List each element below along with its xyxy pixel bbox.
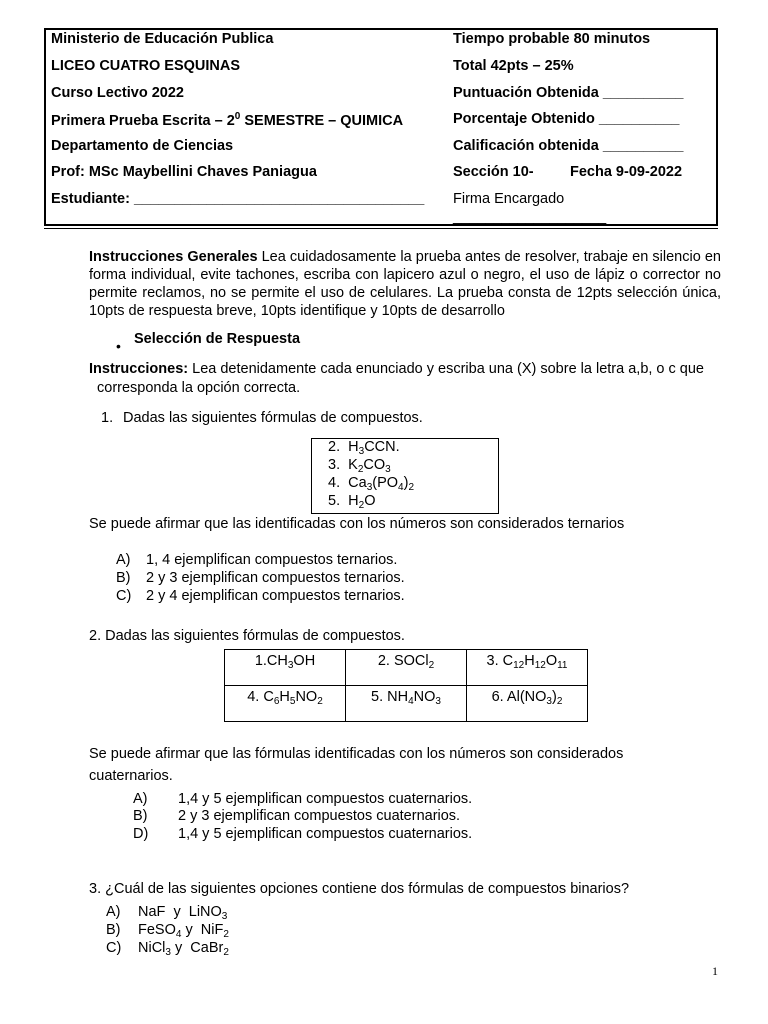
header-seccion: Sección 10- (453, 164, 534, 180)
q1-option-c: 2 y 4 ejemplifican compuestos ternarios. (146, 588, 405, 604)
q2-cell-6: 6. $Al(NO_3)_2$ (467, 686, 588, 722)
q2-cell-4: 4. $C_6H_5NO_2$ (225, 686, 346, 722)
header-prueba: Primera Prueba Escrita – $2^0$ SEMESTRE – QUIMICA (51, 111, 404, 129)
q2-option-a-letter[interactable]: A) (133, 791, 148, 807)
header-rule (44, 228, 718, 229)
q1-item-5: 5. $H_2O$ (328, 493, 376, 511)
q2-cell-5: 5. $NH_4NO_3$ (346, 686, 467, 722)
header-firma: Firma Encargado (453, 191, 565, 207)
q3-option-c-letter[interactable]: C) (106, 940, 122, 956)
section-title: Selección de Respuesta (134, 331, 301, 347)
instructions-line2: corresponda la opción correcta. (97, 380, 301, 396)
header-fecha: Fecha 9-09-2022 (570, 164, 683, 180)
q2-option-d: 1,4 y 5 ejemplifican compuestos cuaternarios. (178, 826, 473, 842)
q1-option-b-letter[interactable]: B) (116, 570, 131, 586)
q1-option-c-letter[interactable]: C) (116, 588, 132, 604)
general-instructions: Instrucciones Generales Lea cuidadosamente la prueba antes de resolver, trabaje en silencio en forma individual, evite tachones, escriba con lapicero azul o negro, el uso de lápiz o corrector no permite reclamos, no se permite el uso de celulares. La prueba consta de 12pts selección única, 10pts de respuesta breve, 10pts identifique y 10pts de desarrollo (89, 249, 722, 319)
q3-option-b: FeSO$_4$ y NiF$_2$ (138, 922, 229, 940)
header-firma-line: ___________________ (453, 209, 607, 225)
q2-formula-table (224, 649, 588, 722)
q2-statement-line2: cuaternarios. (89, 768, 173, 784)
q3-option-b-letter[interactable]: B) (106, 922, 121, 938)
q3-text: 3. ¿Cuál de las siguientes opciones contiene dos fórmulas de compuestos binarios? (89, 881, 630, 897)
q1-option-a: 1, 4 ejemplifican compuestos ternarios. (146, 552, 398, 568)
header-profesor: Prof: MSc Maybellini Chaves Paniagua (51, 164, 317, 180)
q3-option-a-letter[interactable]: A) (106, 904, 121, 920)
q2-text: 2. Dadas las siguientes fórmulas de compuestos. (89, 628, 405, 644)
q1-option-b: 2 y 3 ejemplifican compuestos ternarios. (146, 570, 405, 586)
q1-statement: Se puede afirmar que las identificadas con los números son considerados ternarios (89, 516, 625, 532)
q1-number: 1. (101, 410, 114, 426)
q3-option-a: NaF y LiNO$_3$ (138, 904, 228, 922)
q2-option-b: 2 y 3 ejemplifican compuestos cuaternarios. (178, 808, 461, 824)
header-calificacion: Calificación obtenida __________ (453, 138, 684, 154)
header-departamento: Departamento de Ciencias (51, 138, 234, 154)
q2-option-a: 1,4 y 5 ejemplifican compuestos cuaternarios. (178, 791, 473, 807)
q2-option-d-letter[interactable]: D) (133, 826, 149, 842)
q2-cell-3: 3. $C_{12}H_{12}O_{11}$ (467, 650, 588, 686)
q3-option-c: NiCl$_3$ y CaBr$_2$ (138, 940, 229, 958)
q1-item-2: 2. $H_3CCN$. (328, 439, 400, 457)
header-porcentaje: Porcentaje Obtenido __________ (453, 111, 680, 127)
bullet-icon: • (116, 338, 121, 354)
page-number: 1 (712, 964, 718, 978)
header-total: Total 42pts – 25% (453, 58, 574, 74)
q2-statement-line1: Se puede afirmar que las fórmulas identificadas con los números son considerados (89, 746, 624, 762)
q2-cell-2: 2. SOCl$_2$ (346, 650, 467, 686)
q1-text: Dadas las siguientes fórmulas de compuestos. (123, 410, 423, 426)
header-curso: Curso Lectivo 2022 (51, 85, 184, 101)
q1-item-3: 3. $K_2CO_3$ (328, 457, 391, 475)
header-estudiante: Estudiante: ____________________________________ (51, 191, 425, 207)
q1-option-a-letter[interactable]: A) (116, 552, 131, 568)
header-puntuacion: Puntuación Obtenida __________ (453, 85, 684, 101)
header-liceo: LICEO CUATRO ESQUINAS (51, 58, 241, 74)
q2-option-b-letter[interactable]: B) (133, 808, 148, 824)
q1-item-4: 4. $Ca_3(PO_4)_2$ (328, 475, 414, 493)
header-tiempo: Tiempo probable 80 minutos (453, 31, 651, 47)
instructions-line1: Instrucciones: Lea detenidamente cada enunciado y escriba una (X) sobre la letra a,b, o c que (89, 361, 704, 377)
header-ministerio: Ministerio de Educación Publica (51, 31, 274, 47)
q2-cell-1: $1.CH_3OH$ (225, 650, 346, 686)
